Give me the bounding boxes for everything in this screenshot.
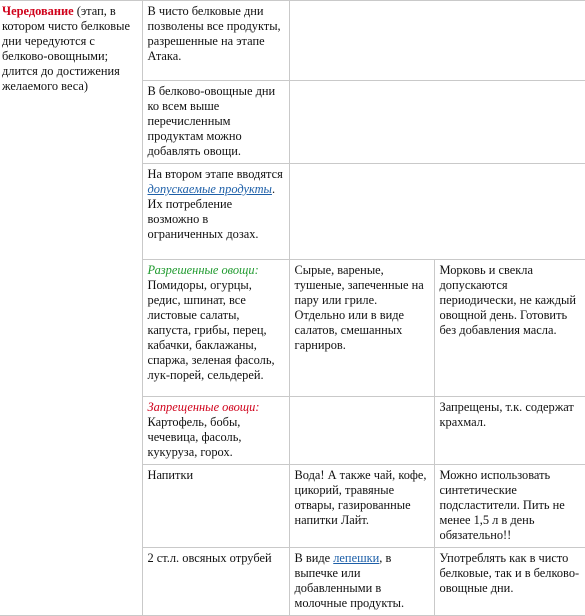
table-cell: Сырые, вареные, тушеные, запеченные на пару или гриле. Отдельно или в виде салатов, смешанных гарниров. <box>289 260 434 397</box>
table-cell: Можно использовать синтетические подсластители. Пить не менее 1,5 л в день обязательно!! <box>434 465 585 548</box>
table-cell <box>142 260 289 397</box>
cell-text: . Их потребление возможно в ограниченных дозах. <box>147 182 276 241</box>
table-cell-empty <box>289 1 585 81</box>
table-cell <box>289 548 434 616</box>
forbidden-vegetables-list: Картофель, бобы, чечевица, фасоль, кукуруза, горох. <box>147 415 242 459</box>
table-cell: Употреблять как в чисто белковые, так и в белково-овощные дни. <box>434 548 585 616</box>
forbidden-vegetables-title: Запрещенные овощи: <box>147 400 260 414</box>
table-cell: Запрещены, т.к. содержат крахмал. <box>434 397 585 465</box>
table-cell: 2 ст.л. овсяных отрубей <box>142 548 289 616</box>
flatbread-link[interactable]: лепешки <box>333 551 380 565</box>
phase-description: (этап, в котором чисто белковые дни чередуются с белково-овощными; длится до достижения желаемого веса) <box>2 4 130 93</box>
table-cell <box>142 164 289 260</box>
table-cell: В чисто белковые дни позволены все продукты, разрешенные на этапе Атака. <box>142 1 289 81</box>
allowed-products-link[interactable]: допускаемые продукты <box>147 182 272 196</box>
table-cell <box>142 397 289 465</box>
cell-text: На втором этапе вводятся <box>147 167 283 181</box>
cell-text: В виде <box>294 551 334 565</box>
table-cell-empty <box>289 397 434 465</box>
phase-cell <box>0 1 142 616</box>
table-cell: В белково-овощные дни ко всем выше перечисленным продуктам можно добавлять овощи. <box>142 81 289 164</box>
cell-text: , в выпечке или добавленными в молочные продукты. <box>294 551 405 610</box>
table-cell-empty <box>289 81 585 164</box>
table-cell-empty <box>289 164 585 260</box>
table-cell: Морковь и свекла допускаются периодически, не каждый овощной день. Готовить без добавления масла. <box>434 260 585 397</box>
table-cell: Напитки <box>142 465 289 548</box>
allowed-vegetables-title: Разрешенные овощи: <box>147 263 259 277</box>
allowed-vegetables-list: Помидоры, огурцы, редис, шпинат, все листовые салаты, капуста, грибы, перец, кабачки, баклажаны, спаржа, зеленая фасоль, лук-порей, сельдерей. <box>147 278 275 382</box>
phase-name: Чередование <box>2 4 74 18</box>
table-cell: Вода! А также чай, кофе, цикорий, травяные отвары, газированные напитки Лайт. <box>289 465 434 548</box>
table-row <box>0 1 585 81</box>
